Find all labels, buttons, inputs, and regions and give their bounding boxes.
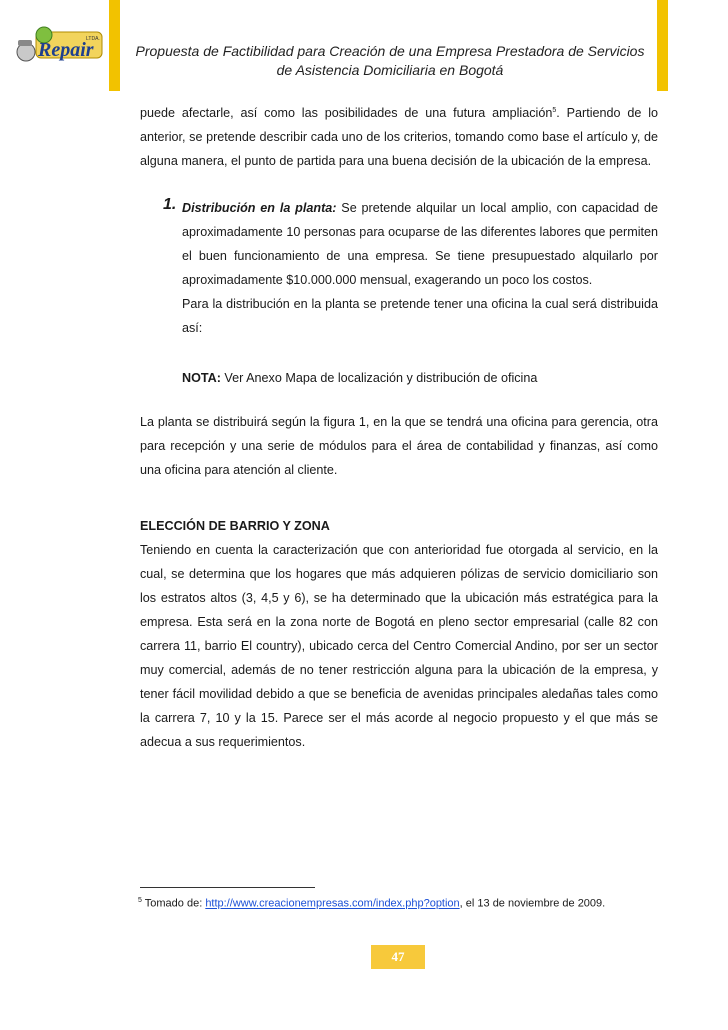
header-accent-bar-left — [109, 0, 120, 91]
svg-text:Repair: Repair — [38, 39, 94, 61]
page-number: 47 — [371, 945, 425, 969]
footnote: $^5$ Tomado de: http://www.creacionempresas.com/index.php?option, el 13 de noviembre de 2009. — [138, 897, 606, 910]
intro-paragraph: puede afectarle, así como las posibilidades de una futura ampliación$^5$. Partiendo de lo anterior, se pretende describir cada uno de los criterios, tomando como base el artículo y, de alguna manera, el punto de partida para una buena decisión de la ubicación de la empresa. — [140, 106, 658, 168]
footnote-ref: 5 — [552, 106, 557, 114]
section-paragraph: Teniendo en cuenta la caracterización que con anterioridad fue otorgada al servicio, en la cual, se determina que los hogares que más adquieren pólizas de servicio domiciliario son los estratos altos (3, 4,5 y 6), se ha determinado que la ubicación más estratégica para la empresa. Esta será en la zona norte de Bogotá en pleno sector empresarial (calle 82 con carrera 11, barrio El country), ubicado cerca del Centro Comercial Andino, por ser un sector muy comercial, además de no tener restricción alguna para la ubicación de la empresa, y tener fácil movilidad debido a que se beneficia de avenidas principales aledañas tales como la carrera 7, 10 y la 15. Parece ser el más acorde al negocio propuesto y el que más se adecua a sus requerimientos. — [140, 543, 658, 749]
footnote-divider — [140, 887, 315, 888]
header-accent-bar-right — [657, 0, 668, 91]
list-item-distribucion: 1. Distribución en la planta: Se pretende alquilar un local amplio, con capacidad de aproximadamente 10 personas para ocuparse de las diferentes labores que permiten el buen funcionamiento de una empresa. Se tiene presupuestado alquilarlo por aproximadamente $10.000.000 mensual, exagerando un poco los costos. Para la distribución en la planta se pretende tener una oficina la cual será distribuida así: — [140, 196, 658, 340]
page-body — [140, 101, 658, 754]
section-heading: ELECCIÓN DE BARRIO Y ZONA — [140, 519, 330, 533]
footnote-link[interactable]: http://www.creacionempresas.com/index.php?option — [205, 897, 460, 910]
list-item-title: Distribución en la planta: — [182, 201, 337, 215]
planta-paragraph: La planta se distribuirá según la figura 1, en la que se tendrá una oficina para gerencia, otra para recepción y una serie de módulos para el área de contabilidad y finanzas, así como una oficina para atención al cliente. — [140, 415, 658, 477]
list-number: 1. — [163, 196, 177, 213]
nota-line: NOTA: Ver Anexo Mapa de localización y distribución de oficina — [182, 371, 538, 385]
svg-text:LTDA.: LTDA. — [86, 36, 100, 42]
distribucion-paragraph: Para la distribución en la planta se pretende tener una oficina la cual será distribuida así: — [182, 297, 658, 335]
company-logo — [14, 26, 106, 66]
document-header-title: Propuesta de Factibilidad para Creación de una Empresa Prestadora de Servicios de Asistencia Domiciliaria en Bogotá — [135, 43, 645, 78]
